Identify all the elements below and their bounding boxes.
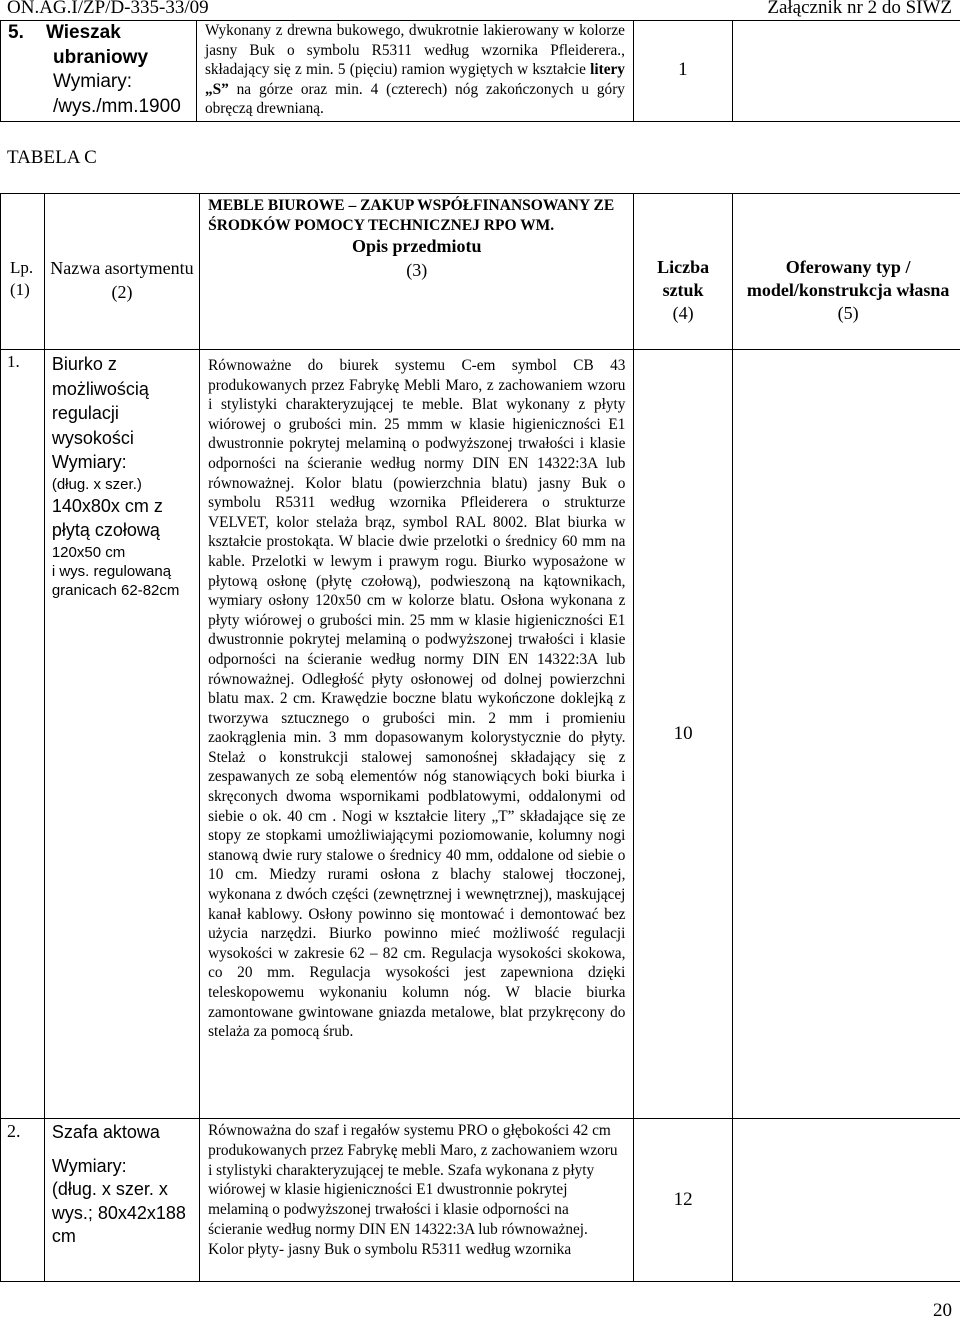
row-2-model-cell bbox=[732, 1119, 960, 1282]
section-title: TABELA C bbox=[7, 147, 97, 169]
row-2-name-cell bbox=[44, 1119, 199, 1282]
row-1-description: Równoważne do biurek systemu C-em symbol CB 43 produkowanych przez Fabrykę Mebli Maro, z zachowaniem wzoru i stylistyki charakteryzującej te meble. Blat wykonany z płyty wiórowej o grubości min. 25 mmm w klasie higieniczności E1 dwustronnie pokrytej melaminą o podwyższonej trwałości i klasie odporności na ścieranie według normy DIN EN 14322:3A lub równoważnej. Kolor blatu (powierzchnia blatu) jasny Buk o symbolu R5311 według wzornika Pfleiderera o strukturze VELVET, kolor stelaża brąz, symbol RAL 8002. Blat biurka w kształcie prostokąta. W blacie dwie przelotki o średnicy 60 mm na kable. Przelotki w lewym i prawym rogu. Biurko wyposażone w płytową osłonę (płytę czołową), podwieszoną na kątownikach, wymiary osłony 120x50 cm w kolorze blatu. Osłona wykonana z płyty wiórowej o grubości min. 25 mm w klasie higieniczności E1 dwustronnie pokrytej melaminą o podwyższonej trwałości i klasie odporności na ścieranie według normy DIN EN 14322:3A lub równoważnej. Odległość płyty osłonowej od dolnej powierzchni blatu max. 2 cm. Krawędzie boczne blatu wykończone doklejką z tworzywa sztucznego o grubości min. 2 mm i promieniu zaokrąglenia min. 3 mm dopasowanym kolorystycznie do płyty. Stelaż o konstrukcji stalowej samonośnej składający się z zespawanych ze sobą elementów nóg stanowiących boki biurka i skręconych dwoma wspornikami podblatowymi, oddalonymi od siebie o ok. 40 cm . Nogi w kształcie litery „T” składające się ze stopy ze stopkami umożliwiającymi poziomowanie, kolumny nogi stanową dwie rury stalowe o średnicy 40 mm, oddalone od siebie o 10 cm. Miedzy rurami osłona z blachy stalowej tłoczonej, wykonana z dwóch części (zewnętrznej i wewnętrznej), maskującej kanał kablowy. Osłony powinno się montować i demontować bez użycia narzędzi. Biurko powinno mieć możliwość regulacji wysokości w zakresie 62 – 82 cm. Regulacja wysokości skokowa, co 20 mm. Regulacja wysokości jest zapewniona dzięki teleskopowemu wykonaniu kolumn nóg. W blacie biurka zamontowane gwintowane gniazda metalowe, blat przykręcony do stelaża za pomocą śrub. bbox=[200, 350, 633, 1042]
row-1-name bbox=[45, 350, 199, 600]
header-quantity-label: Liczba sztuk bbox=[634, 256, 731, 302]
table-c bbox=[0, 193, 960, 1282]
row-1-model-cell bbox=[732, 350, 960, 1119]
item-name-line-1: Wieszak bbox=[46, 22, 121, 43]
dimensions-label: Wymiary: bbox=[8, 70, 196, 95]
table-row bbox=[1, 350, 960, 1119]
row-1-lp-cell bbox=[1, 350, 45, 1119]
row-2-quantity-cell bbox=[634, 1119, 732, 1282]
header-description-label: Opis przedmiotu bbox=[208, 235, 625, 258]
header-name-label: Nazwa asortymentu bbox=[45, 256, 199, 280]
row-2-description: Równoważna do szaf i regałów systemu PRO o głębokości 42 cm produkowanych przez Fabrykę mebli Maro, z zachowaniem wzoru i stylistyki charakteryzującej te meble. Szafa wykonana z płyty wiórowej w klasie higieniczności E1 dwustronnie pokrytej melaminą o podwyższonej trwałości i klasie odporności na ścieranie według normy DIN EN 14322:3A lub równoważnej. Kolor płyty- jasny Buk o symbolu R5311 według wzornika bbox=[200, 1119, 633, 1260]
header-description-number: (3) bbox=[208, 258, 625, 282]
row-2-quantity: 12 bbox=[634, 1189, 731, 1211]
category-heading: MEBLE BIUROWE – ZAKUP WSPÓŁFINANSOWANY ZE ŚRODKÓW POMOCY TECHNICZNEJ RPO WM. bbox=[208, 194, 625, 235]
header-description-cell bbox=[200, 194, 634, 350]
row-1-name-main: Biurko z możliwością regulacji wysokości bbox=[52, 352, 199, 450]
row-2-lp-cell bbox=[1, 1119, 45, 1282]
document-reference: ON.AG.I/ZP/D-335-33/09 bbox=[7, 0, 209, 19]
description-bold-text: litery „S” bbox=[205, 61, 625, 98]
attachment-label: Załącznik nr 2 do SIWZ bbox=[767, 0, 952, 19]
row-1-dimensions-value: 140x80x cm z płytą czołową bbox=[52, 494, 199, 543]
header-name-number: (2) bbox=[45, 280, 199, 304]
row-2-dimensions-value: (dług. x szer. x wys.; 80x42x188 cm bbox=[52, 1178, 199, 1249]
row-1-lp: 1. bbox=[1, 350, 44, 372]
header-description bbox=[200, 194, 633, 282]
quantity-value: 1 bbox=[634, 21, 732, 81]
header-quantity bbox=[634, 194, 731, 325]
row-1-description-cell bbox=[200, 350, 634, 1119]
previous-table-row bbox=[0, 20, 960, 122]
description-text-2: na górze oraz min. 4 (czterech) nóg zakończonych u góry obręczą drewnianą. bbox=[205, 81, 625, 118]
dimensions-value: /wys./mm.1900 bbox=[8, 95, 196, 120]
header-model-number: (5) bbox=[733, 302, 960, 325]
header-model-cell bbox=[732, 194, 960, 350]
table-header-row bbox=[1, 194, 960, 350]
header-lp-number: (1) bbox=[10, 279, 44, 301]
item-description-cell bbox=[196, 21, 633, 122]
item-name-cell bbox=[1, 21, 197, 122]
row-1-name-cell bbox=[44, 350, 199, 1119]
header-lp-label: Lp. bbox=[10, 257, 44, 279]
description-text-1: Wykonany z drewna bukowego, dwukrotnie lakierowany w kolorze jasny Buk o symbolu R5311 według wzornika Pfleiderera., składający się z min. 5 (pięciu) ramion wygiętych w kształcie bbox=[205, 22, 625, 78]
item-description bbox=[197, 21, 633, 119]
header-model-label: Oferowany typ / model/konstrukcja własna bbox=[733, 256, 960, 302]
row-1-height-range: i wys. regulowaną granicach 62-82cm bbox=[52, 562, 199, 600]
item-name bbox=[1, 21, 196, 119]
header-quantity-cell bbox=[634, 194, 732, 350]
item-number: 5. bbox=[8, 21, 46, 46]
header-name bbox=[45, 194, 199, 304]
row-1-quantity: 10 bbox=[634, 723, 731, 745]
row-1-dimensions-axes: (dług. x szer.) bbox=[52, 475, 199, 494]
header-model bbox=[733, 194, 960, 325]
row-2-lp: 2. bbox=[1, 1119, 44, 1142]
row-1-panel-dimensions: 120x50 cm bbox=[52, 543, 199, 562]
table-row bbox=[1, 1119, 960, 1282]
item-name-line-2: ubraniowy bbox=[8, 46, 196, 71]
row-2-dimensions-label: Wymiary: bbox=[52, 1155, 199, 1179]
header-lp bbox=[1, 194, 44, 301]
row-2-description-cell bbox=[200, 1119, 634, 1282]
row-2-name-main: Szafa aktowa bbox=[52, 1121, 199, 1145]
page-number: 20 bbox=[933, 1300, 952, 1322]
header-lp-cell bbox=[1, 194, 45, 350]
row-1-quantity-cell bbox=[634, 350, 732, 1119]
header-quantity-number: (4) bbox=[634, 302, 731, 325]
row-2-name bbox=[45, 1119, 199, 1249]
model-cell bbox=[732, 21, 960, 122]
header-name-cell bbox=[44, 194, 199, 350]
quantity-cell bbox=[633, 21, 732, 122]
row-1-dimensions-label: Wymiary: bbox=[52, 450, 199, 475]
